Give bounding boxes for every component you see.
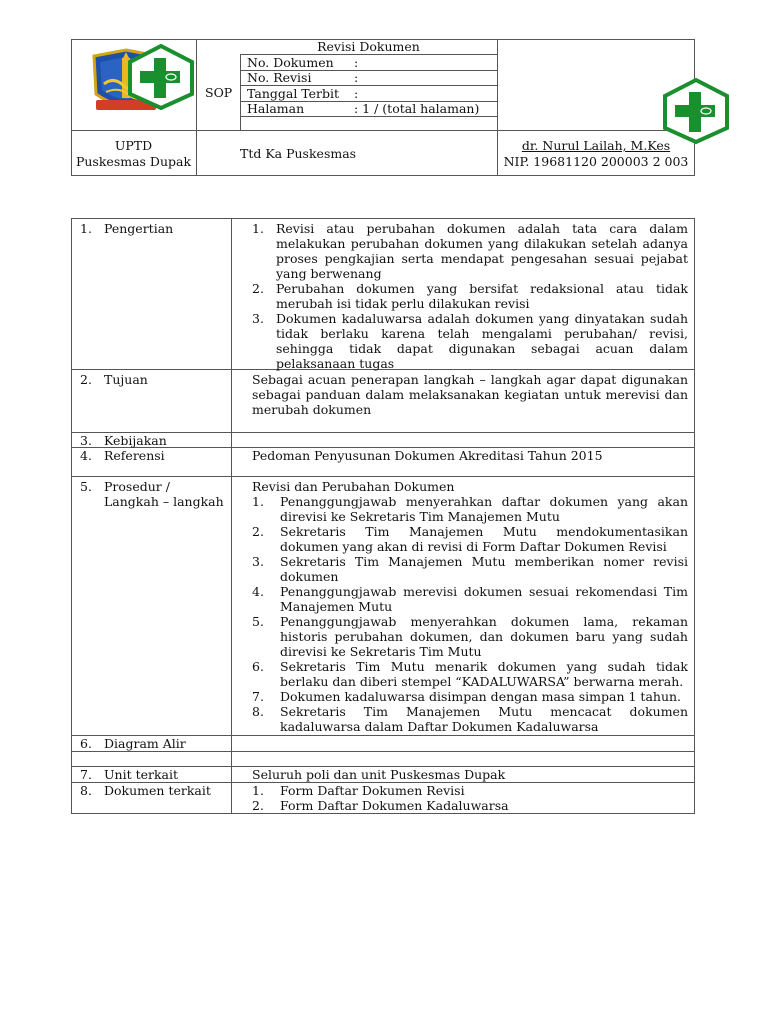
signer-nip: NIP. 19681120 200003 2 003 <box>503 154 689 169</box>
list-item: 5. Penanggungjawab menyerahkan dokumen lama, rekaman historis perubahan dokumen, dan dokumen baru yang sudah direvisi ke Sekretaris Tim Mutu <box>252 614 688 659</box>
section-title: Kebijakan <box>104 433 167 448</box>
sop-label: SOP <box>205 85 233 100</box>
org-name-line1: UPTD <box>114 138 153 153</box>
signature-label: Ttd Ka Puskesmas <box>240 146 357 161</box>
section-content <box>252 479 688 734</box>
field-value: : <box>354 55 359 70</box>
list-item: 2. Perubahan dokumen yang bersifat redaksional atau tidak merubah isi tidak perlu dilakukan revisi <box>252 281 688 311</box>
section-number: 6. <box>80 736 92 751</box>
list-item: 2. Form Daftar Dokumen Kadaluwarsa <box>252 798 509 813</box>
field-value: : <box>354 86 359 101</box>
section-content <box>252 221 688 371</box>
list-item: 3. Dokumen kadaluwarsa adalah dokumen yang dinyatakan sudah tidak berlaku karena telah mengalami perubahan/ revisi, sehingga tidak dapat digunakan sebagai acuan dalam pelaksanaan tugas <box>252 311 688 371</box>
list-item: 7. Dokumen kadaluwarsa disimpan dengan masa simpan 1 tahun. <box>252 689 682 704</box>
list-item: 3. Sekretaris Tim Manajemen Mutu memberikan nomer revisi dokumen <box>252 554 688 584</box>
field-value: : 1 / (total halaman) <box>354 101 480 116</box>
puskesmas-logo-icon <box>661 78 731 144</box>
list-item: 8. Sekretaris Tim Manajemen Mutu mencacat dokumen kadaluwarsa dalam Daftar Dokumen Kadaluwarsa <box>252 704 688 734</box>
table-column-divider <box>231 218 232 814</box>
field-label: No. Revisi <box>247 70 312 85</box>
table-row-divider <box>71 751 695 752</box>
table-row-divider <box>71 476 695 477</box>
header-divider <box>240 116 497 117</box>
section-title: Pengertian <box>104 221 174 236</box>
puskesmas-logo-icon <box>126 44 196 110</box>
signer-name: dr. Nurul Lailah, M.Kes <box>521 138 671 153</box>
field-label: Halaman <box>247 101 305 116</box>
section-number: 2. <box>80 372 92 387</box>
section-title: Prosedur / Langkah – langkah <box>104 479 224 509</box>
field-label: No. Dokumen <box>247 55 334 70</box>
field-value: : <box>354 70 359 85</box>
procedure-intro: Revisi dan Perubahan Dokumen <box>252 479 455 494</box>
section-number: 8. <box>80 783 92 798</box>
section-number: 1. <box>80 221 92 236</box>
list-item: 2. Sekretaris Tim Manajemen Mutu mendokumentasikan dokumen yang akan di revisi di Form Daftar Dokumen Revisi <box>252 524 688 554</box>
section-number: 7. <box>80 767 92 782</box>
list-item: 4. Penanggungjawab merevisi dokumen sesuai rekomendasi Tim Manajemen Mutu <box>252 584 688 614</box>
section-number: 4. <box>80 448 92 463</box>
section-content <box>252 783 688 813</box>
list-item: 1. Revisi atau perubahan dokumen adalah tata cara dalam melakukan perubahan dokumen yang dilakukan setelah adanya proses pengkajian serta mendapat pengesahan sesuai pejabat yang berwenang <box>252 221 688 281</box>
section-number: 5. <box>80 479 92 494</box>
header-divider <box>71 130 695 131</box>
section-content: Sebagai acuan penerapan langkah – langkah agar dapat digunakan sebagai panduan dalam melaksanakan kegiatan untuk merevisi dan merubah dokumen <box>252 372 688 417</box>
section-title: Unit terkait <box>104 767 179 782</box>
org-name-line2: Puskesmas Dupak <box>75 154 192 169</box>
field-label: Tanggal Terbit <box>247 86 340 101</box>
section-title: Referensi <box>104 448 165 463</box>
list-item: 1. Form Daftar Dokumen Revisi <box>252 783 465 798</box>
header-divider <box>240 54 241 130</box>
section-content: Pedoman Penyusunan Dokumen Akreditasi Tahun 2015 <box>252 448 603 463</box>
section-title: Tujuan <box>104 372 148 387</box>
section-number: 3. <box>80 433 92 448</box>
document-title: Revisi Dokumen <box>317 39 420 54</box>
list-item: 1. Penanggungjawab menyerahkan daftar dokumen yang akan direvisi ke Sekretaris Tim Manajemen Mutu <box>252 494 688 524</box>
header-divider <box>196 39 197 176</box>
section-title: Diagram Alir <box>104 736 186 751</box>
section-content: Seluruh poli dan unit Puskesmas Dupak <box>252 767 506 782</box>
section-title: Dokumen terkait <box>104 783 211 798</box>
list-item: 6. Sekretaris Tim Mutu menarik dokumen yang sudah tidak berlaku dan diberi stempel “KADALUWARSA” berwarna merah. <box>252 659 688 689</box>
